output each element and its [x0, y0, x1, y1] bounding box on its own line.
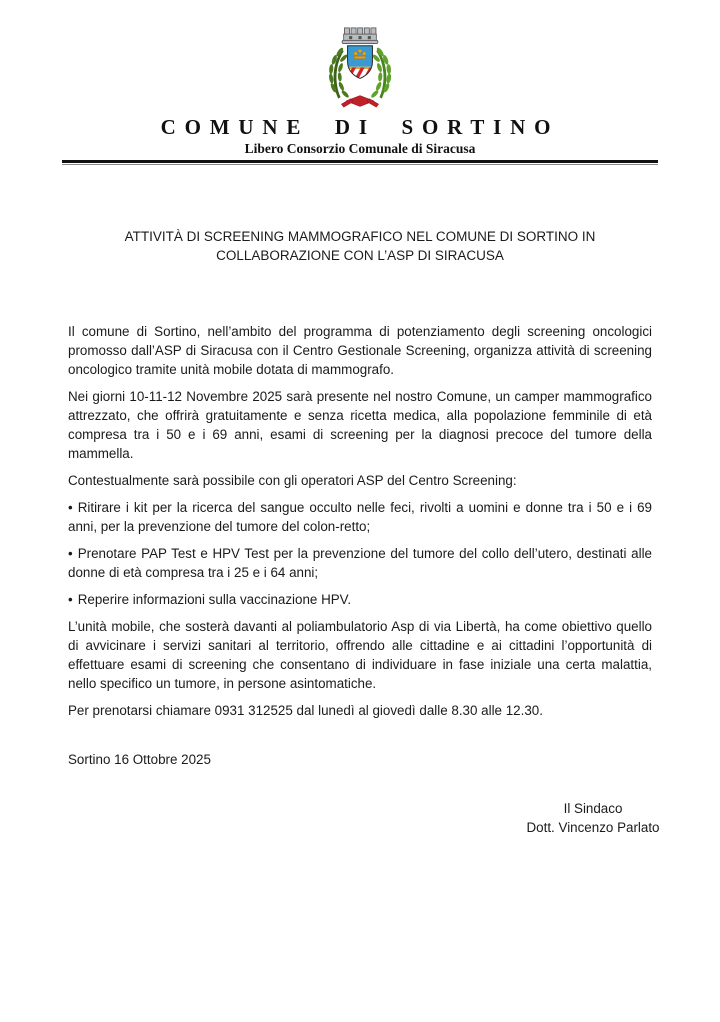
paragraph-booking-phone: Per prenotarsi chiamare 0931 312525 dal lunedì al giovedì dalle 8.30 alle 12.30. [68, 703, 543, 718]
municipal-coat-of-arms-icon [320, 24, 400, 108]
signature-name: Dott. Vincenzo Parlato [526, 820, 660, 835]
bullet-text: Ritirare i kit per la ricerca del sangue occulto nelle feci, rivolti a uomini e donne tra i 50 e i 69 anni, per la prevenzione del tumore del colon-retto; [68, 500, 652, 534]
municipality-name: COMUNE DI SORTINO [160, 115, 560, 139]
bullet-marker: • [68, 546, 73, 561]
bullet-marker: • [68, 592, 73, 607]
bullet-item-colon-kit [68, 498, 652, 536]
crest-container [0, 0, 720, 108]
bullet-item-pap-hpv-test [68, 544, 652, 582]
oak-branch-right [370, 47, 392, 99]
bullet-text: Reperire informazioni sulla vaccinazione HPV. [77, 592, 352, 607]
signature-block [478, 799, 708, 837]
letterhead-subtitle: Libero Consorzio Comunale di Siracusa [244, 141, 476, 156]
letterhead [0, 0, 720, 165]
document-body [68, 322, 660, 837]
bullet-text: Prenotare PAP Test e HPV Test per la prevenzione del tumore del collo dell’utero, destinati alle donne di età compresa tra i 25 e i 64 anni; [68, 546, 652, 580]
signature-role: Il Sindaco [563, 801, 623, 816]
paragraph-dates: Nei giorni 10-11-12 Novembre 2025 sarà presente nel nostro Comune, un camper mammografico attrezzato, che offrirà gratuitamente e senza ricetta medica, alla popolazione femminile di età compresa tra i 50 e i 69 anni, esami di screening per la diagnosi precoce del tumore della mammella. [68, 389, 652, 461]
bullet-item-hpv-vaccination-info [68, 590, 652, 609]
letterhead-rule [62, 160, 658, 165]
bullet-marker: • [68, 500, 73, 515]
laurel-branch-left [328, 47, 349, 99]
shield [344, 46, 381, 82]
paragraph-lead-in: Contestualmente sarà possibile con gli operatori ASP del Centro Screening: [68, 473, 517, 488]
document-title: ATTIVITÀ DI SCREENING MAMMOGRAFICO NEL COMUNE DI SORTINO IN COLLABORAZIONE CON L’ASP DI SIRACUSA [124, 229, 596, 263]
paragraph-mobile-unit: L’unità mobile, che sosterà davanti al poliambulatorio Asp di via Libertà, ha come obiettivo quello di avvicinare i servizi sanitari al territorio, offrendo alle cittadine e ai cittadini l’opportunità di effettuare esami di screening che consentano di individuare in fase iniziale una certa malattia, nello specifico un tumore, in persone asintomatiche. [68, 619, 652, 691]
mural-crown [342, 28, 378, 44]
place-and-date: Sortino 16 Ottobre 2025 [68, 752, 211, 767]
paragraph-intro: Il comune di Sortino, nell’ambito del programma di potenziamento degli screening oncologici promosso dall’ASP di Siracusa con il Centro Gestionale Screening, organizza attività di screening oncologico tramite unità mobile dotata di mammografo. [68, 324, 652, 377]
